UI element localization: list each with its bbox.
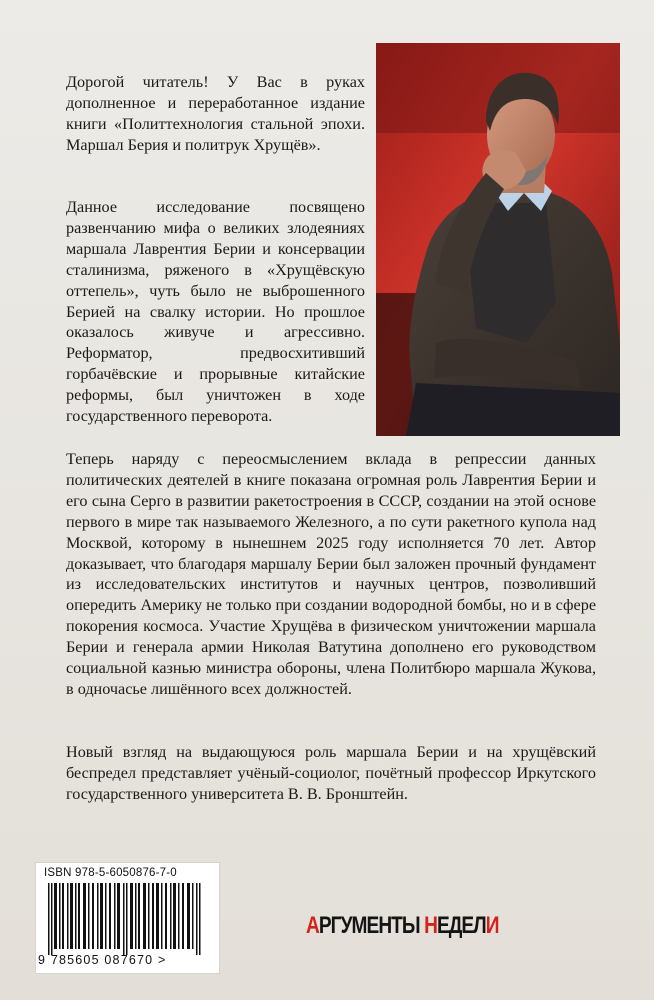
isbn-barcode-block	[35, 862, 220, 974]
barcode-icon	[42, 883, 212, 955]
publisher-logo-letter: И	[485, 912, 499, 939]
author-paragraph: Новый взгляд на выдающуюся роль маршала Берии и на хрущёвский беспредел представляет учёный-социолог, почётный профессор Иркутского государственного университета В. В. Бронштейн.	[66, 743, 596, 803]
publisher-logo-letter: Н	[424, 912, 437, 939]
publisher-logo-text: ЕДЕЛ	[436, 912, 486, 939]
research-paragraph: Данное исследование посвящено развенчанию мифа о великих злодеяниях маршала Лаврентия Берии и консервации сталинизма, ряженого в «Хрущёвскую оттепель», чуть было не выброшенного Берией на свалку истории. Но прошлое оказалось живуче и агрессивно. Реформатор, предвосхитивший горбачёвские и прорывные китайские реформы, был уничтожен в ходе государственного переворота.	[66, 198, 365, 426]
author-photo	[376, 43, 620, 436]
publisher-logo-letter: А	[306, 912, 319, 939]
main-paragraph: Теперь наряду с переосмыслением вклада в репрессии данных политических деятелей в книге показана огромная роль Лаврентия Берии и его сына Серго в развитии ракетостроения в СССР, создании на этой основе первого в мире так называемого Железного, а по сути ракетного купола над Москвой, которому в нынешнем 2025 году исполняется 70 лет. Автор доказывает, что благодаря маршалу Берии был заложен прочный фундамент из исследовательских институтов и научных центров, позволивший опередить Америку не только при создании водородной бомбы, но и в сфере покорения космоса. Участие Хрущёва в физическом уничтожении маршала Берии и генерала армии Николая Ватутина дополнено его руководством социальной казнью министра обороны, члена Политбюро маршала Жукова, в одночасье лишённого всех должностей.	[66, 450, 596, 698]
publisher-logo-text: РГУМЕНТЫ	[318, 912, 425, 939]
author-photo-illustration	[376, 43, 620, 436]
intro-paragraph: Дорогой читатель! У Вас в руках дополненное и переработанное издание книги «Политтехнология стальной эпохи. Маршал Берия и политрук Хрущёв».	[66, 73, 365, 154]
barcode-digits: 9 785605 087670 >	[38, 953, 167, 967]
isbn-label: ISBN 978-5-6050876-7-0	[44, 867, 177, 879]
publisher-logo	[306, 912, 499, 946]
